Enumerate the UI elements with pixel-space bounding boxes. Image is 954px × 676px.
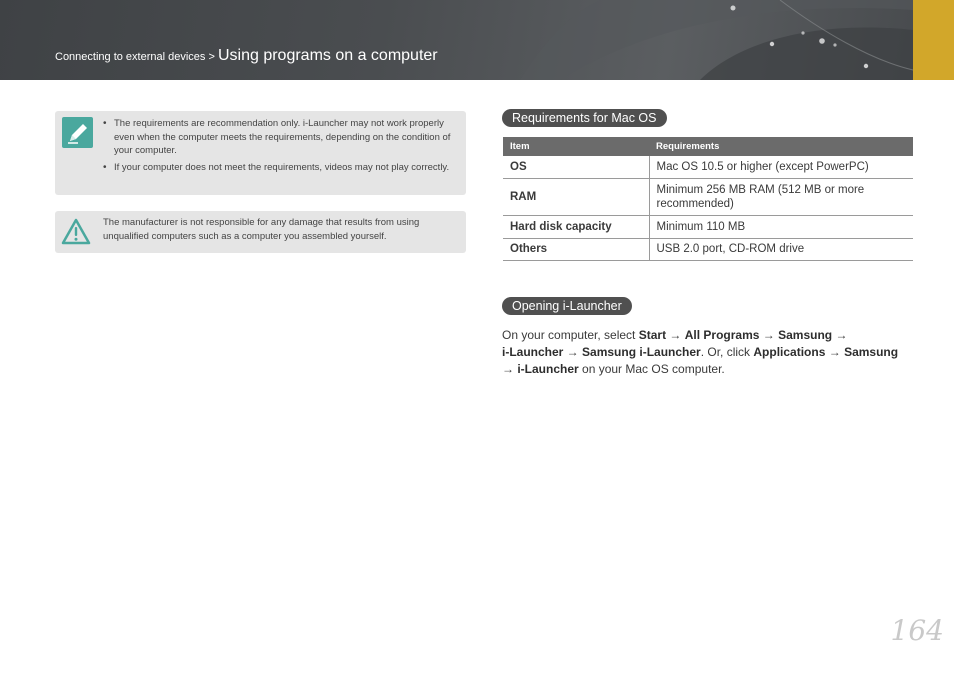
instruction-menu-samsung: Samsung (844, 345, 899, 359)
note-item: • The requirements are recommendation only. i-Launcher may not work properly even when the computer meets the requirements, depending on the condition of your computer. (103, 117, 458, 158)
instruction-menu-i-launcher: i-Launcher (502, 345, 564, 359)
page-number: 164 (890, 614, 944, 647)
instruction-menu-i-launcher: i-Launcher (517, 362, 579, 376)
instruction-menu-samsung: Samsung (778, 328, 833, 342)
requirements-table (503, 137, 913, 261)
breadcrumb-parent[interactable]: Connecting to external devices > (55, 51, 218, 63)
warning-box (55, 211, 466, 253)
page-header (0, 0, 954, 80)
instruction-arrow: → (832, 328, 848, 342)
table-cell-item: OS (503, 156, 649, 178)
instruction-arrow: → (502, 362, 518, 376)
table-cell-value: Minimum 110 MB (649, 215, 913, 238)
note-box (55, 111, 466, 195)
column-header-item: Item (503, 137, 649, 156)
section-title-opening: Opening i-Launcher (502, 297, 632, 315)
note-list (103, 117, 458, 177)
instruction-text: on your Mac OS computer. (578, 362, 725, 376)
instruction-text: On your computer, select (502, 328, 639, 342)
section-title-requirements: Requirements for Mac OS (502, 109, 667, 127)
instruction-menu-all-programs: All Programs (684, 328, 760, 342)
table-cell-value: Minimum 256 MB RAM (512 MB or more recommended) (649, 178, 913, 215)
table-cell-item: RAM (503, 178, 649, 215)
table-cell-value: USB 2.0 port, CD-ROM drive (649, 238, 913, 260)
warning-triangle-icon (60, 216, 92, 248)
breadcrumb-current: Using programs on a computer (217, 47, 438, 64)
instruction-text: . Or, click (700, 345, 754, 359)
instruction-menu-samsung-i-launcher: Samsung i-Launcher (582, 345, 701, 359)
header-decoration (0, 0, 954, 80)
breadcrumb (55, 47, 438, 65)
instruction-arrow: → (759, 328, 779, 342)
note-item: • If your computer does not meet the requirements, videos may not play correctly. (103, 161, 458, 175)
table-row (503, 178, 913, 215)
pencil-note-icon (62, 117, 93, 148)
instruction-menu-applications: Applications (753, 345, 826, 359)
table-cell-item: Hard disk capacity (503, 215, 649, 238)
table-row (503, 156, 913, 178)
instruction-arrow: → (563, 345, 583, 359)
instruction-arrow: → (666, 328, 685, 342)
instruction-menu-start: Start (638, 328, 667, 342)
column-header-requirements: Requirements (649, 137, 913, 156)
table-cell-item: Others (503, 238, 649, 260)
header-accent-tab (913, 0, 954, 80)
table-cell-value: Mac OS 10.5 or higher (except PowerPC) (649, 156, 913, 178)
table-row (503, 215, 913, 238)
instruction-arrow: → (825, 345, 845, 359)
table-header-row (503, 137, 913, 156)
table-row (503, 238, 913, 260)
warning-text: The manufacturer is not responsible for any damage that results from using unqualified computers such as a computer you assembled yourself. (103, 217, 420, 242)
launcher-instructions (502, 327, 914, 378)
